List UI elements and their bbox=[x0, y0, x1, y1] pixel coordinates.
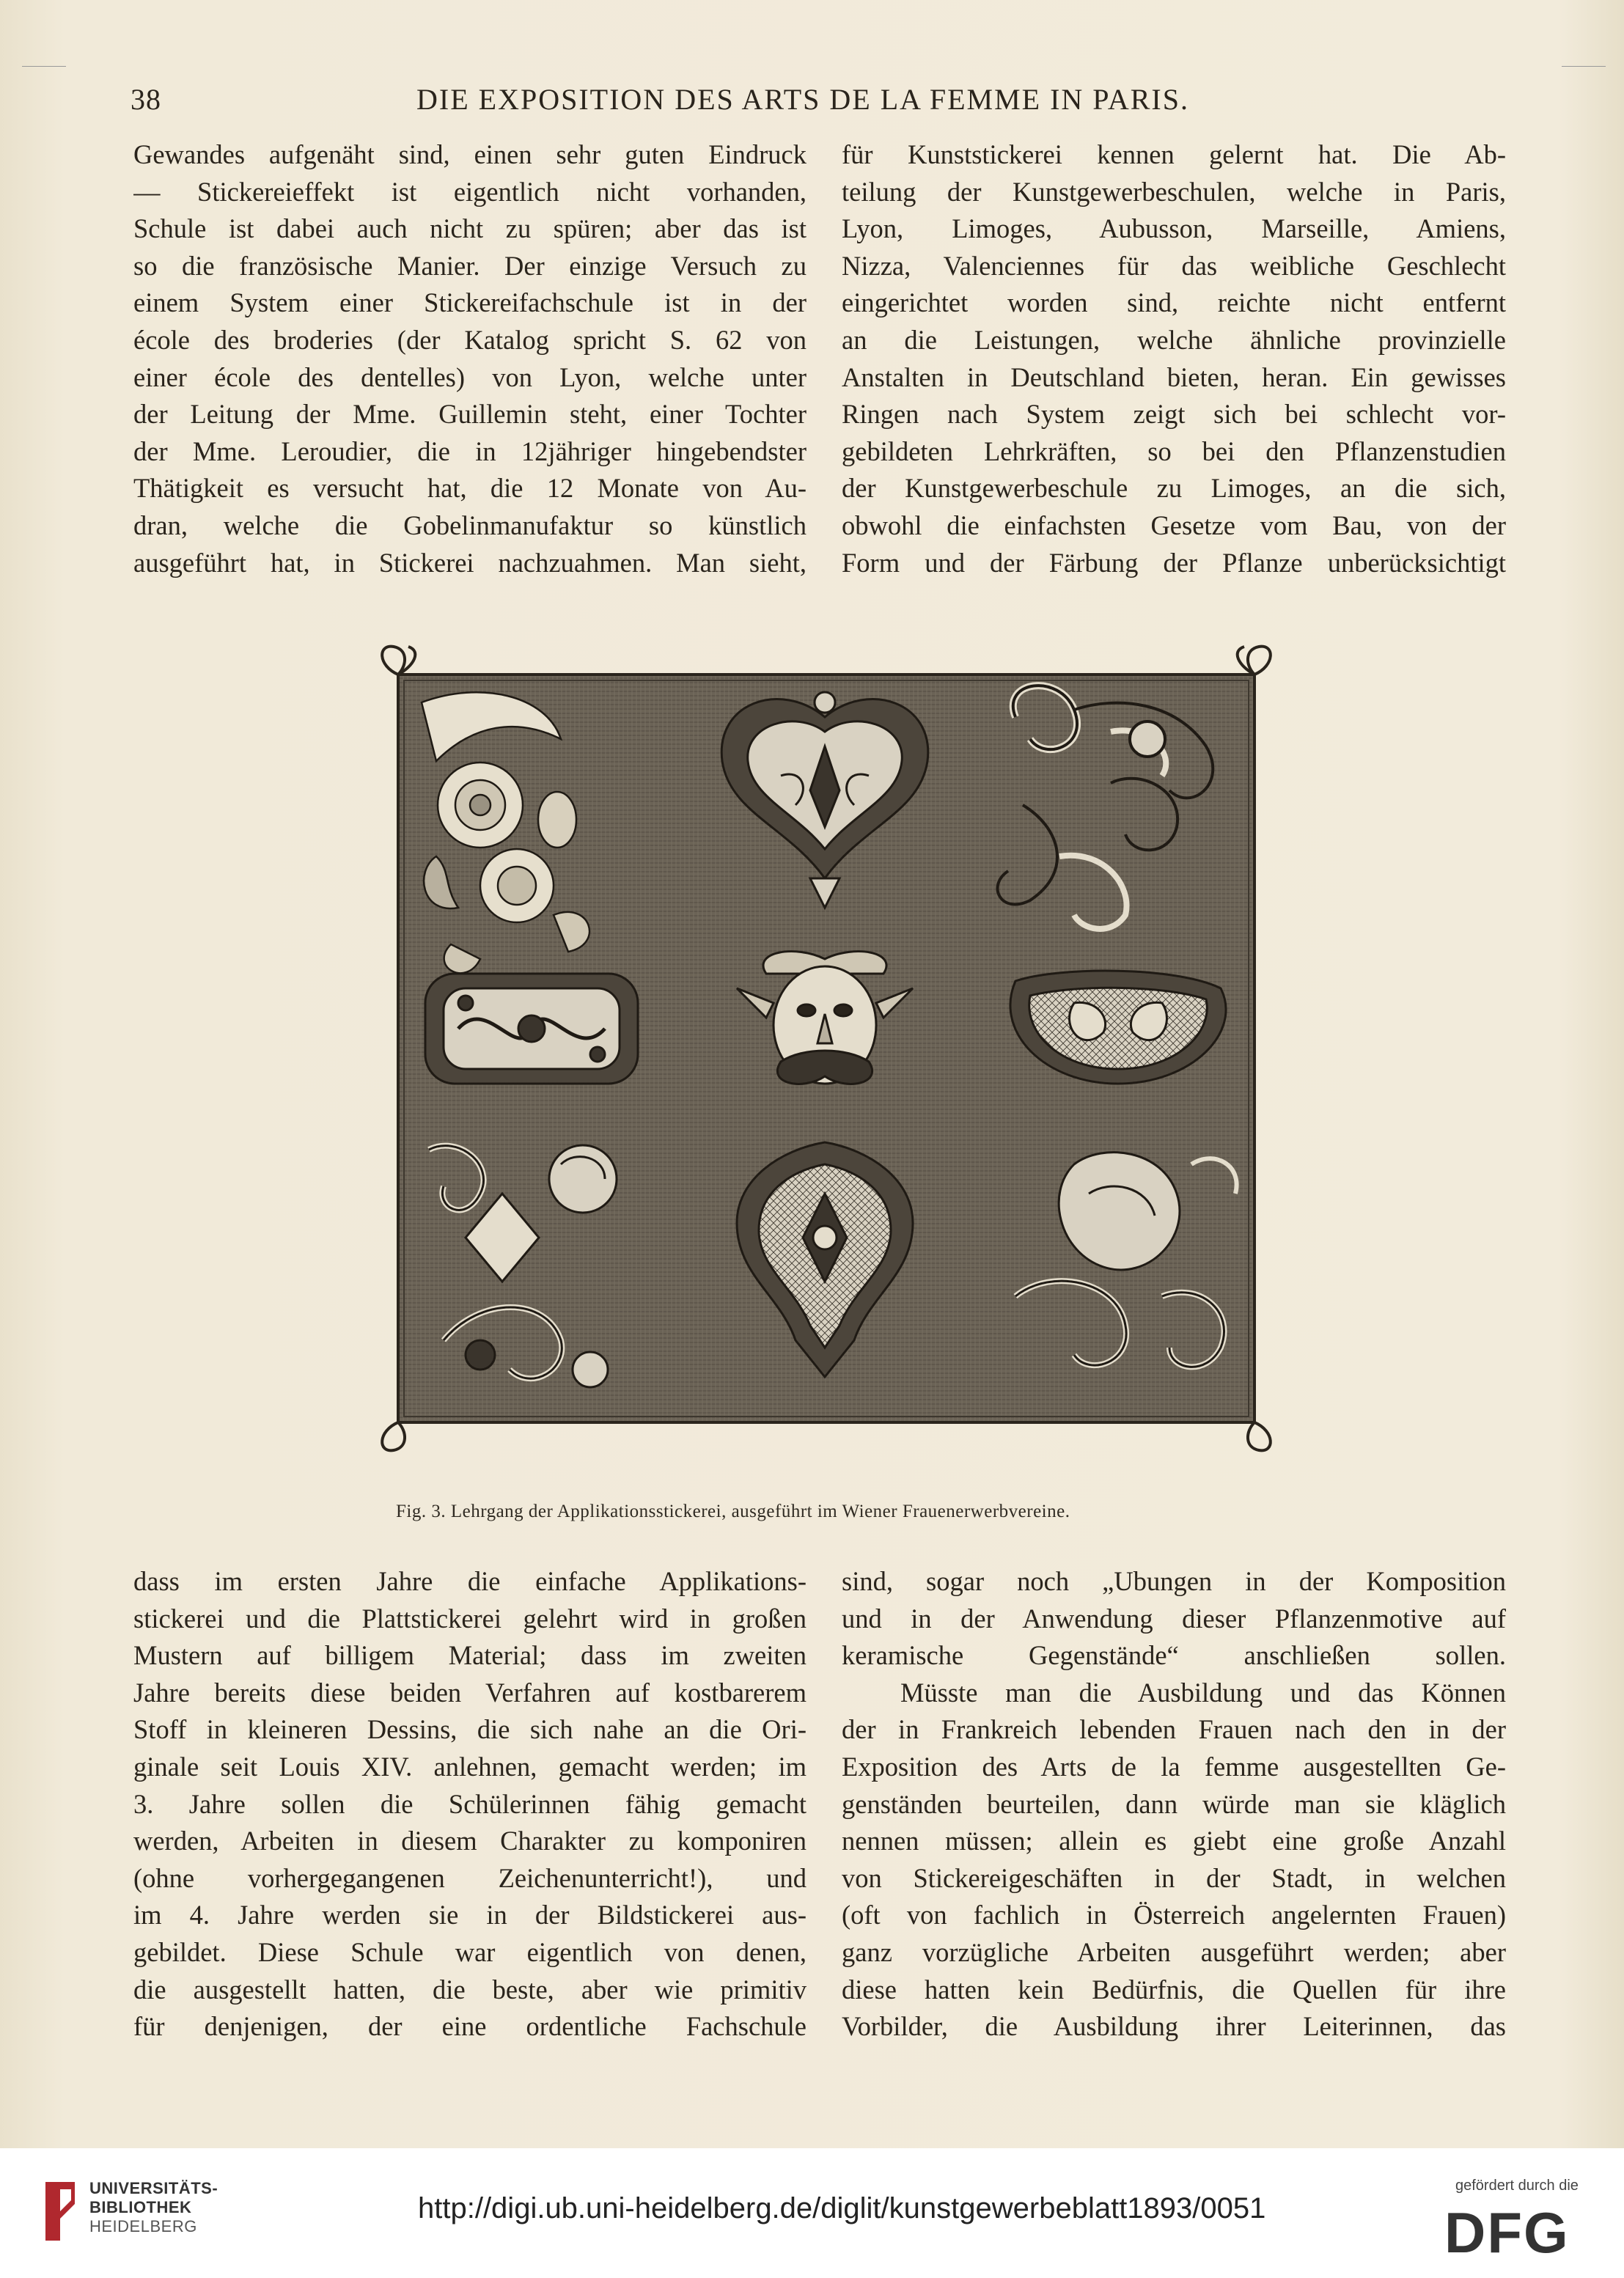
text-line: Ringen nach System zeigt sich bei schlecht vor- bbox=[842, 399, 1506, 430]
page-number: 38 bbox=[131, 83, 161, 116]
text-line: diese hatten kein Bedürfnis, die Quellen für ihre bbox=[842, 1974, 1506, 2005]
text-line: der Leitung der Mme. Guillemin steht, einer Tochter bbox=[133, 399, 807, 430]
text-line: gebildeten Lehrkräften, so bei den Pflanzenstudien bbox=[842, 436, 1506, 466]
text-line: école des broderies (der Katalog spricht S. 62 von bbox=[133, 324, 807, 355]
library-name-line: HEIDELBERG bbox=[89, 2217, 197, 2235]
text-line: der in Frankreich lebenden Frauen nach den in der bbox=[842, 1714, 1506, 1745]
text-line: Nizza, Valenciennes für das weibliche Geschlecht bbox=[842, 250, 1506, 281]
text-line: im 4. Jahre werden sie in der Bildstickerei aus- bbox=[133, 1900, 807, 1930]
text-line: so die französische Manier. Der einzige Versuch zu bbox=[133, 250, 807, 281]
text-column-top-left bbox=[133, 136, 807, 581]
text-line: Jahre bereits diese beiden Verfahren auf kostbarerem bbox=[133, 1677, 807, 1708]
library-name-line: UNIVERSITÄTS- bbox=[89, 2179, 218, 2197]
text-line: Stoff in kleineren Dessins, die sich nahe an die Ori- bbox=[133, 1714, 807, 1745]
text-line: an die Leistungen, welche ähnliche provinzielle bbox=[842, 324, 1506, 355]
text-line: Lyon, Limoges, Aubusson, Marseille, Amiens, bbox=[842, 213, 1506, 244]
library-name-line: BIBLIOTHEK bbox=[89, 2198, 192, 2216]
text-line: Form und der Färbung der Pflanze unberücksichtigt bbox=[842, 547, 1506, 578]
text-line: ausgeführt hat, in Stickerei nachzuahmen. Man sieht, bbox=[133, 547, 807, 578]
text-line: Müsste man die Ausbildung und das Können bbox=[900, 1677, 1506, 1708]
text-line: — Stickereieffekt ist eigentlich nicht vorhanden, bbox=[133, 176, 807, 207]
text-line: (oft von fachlich in Österreich angelernten Frauen) bbox=[842, 1900, 1506, 1930]
library-name bbox=[89, 2179, 218, 2236]
text-line: genständen beurteilen, dann würde man sie kläglich bbox=[842, 1788, 1506, 1819]
text-line: Schule ist dabei auch nicht zu spüren; aber das ist bbox=[133, 213, 807, 244]
text-line: Exposition des Arts de la femme ausgestellten Ge- bbox=[842, 1751, 1506, 1782]
text-line: und in der Anwendung dieser Pflanzenmotive auf bbox=[842, 1603, 1506, 1634]
text-line: Thätigkeit es versucht hat, die 12 Monate von Au- bbox=[133, 473, 807, 504]
text-line: sind, sogar noch „Ubungen in der Komposition bbox=[842, 1566, 1506, 1596]
figure-caption: Fig. 3. Lehrgang der Applikationsstickerei, ausgeführt im Wiener Frauenerwerbvereine. bbox=[396, 1502, 1070, 1521]
text-line: ginale seit Louis XIV. anlehnen, gemacht werden; im bbox=[133, 1751, 807, 1782]
text-line: einem System einer Stickereifachschule ist in der bbox=[133, 287, 807, 318]
text-column-top-right bbox=[842, 136, 1506, 581]
text-line: gebildet. Diese Schule war eigentlich von denen, bbox=[133, 1936, 807, 1967]
library-logo-icon bbox=[38, 2175, 82, 2248]
text-line: für denjenigen, der eine ordentliche Fachschule bbox=[133, 2011, 807, 2042]
text-line: einer école des dentelles) von Lyon, welche unter bbox=[133, 361, 807, 392]
text-line: 3. Jahre sollen die Schülerinnen fähig gemacht bbox=[133, 1788, 807, 1819]
text-line: der Kunstgewerbeschule zu Limoges, an die sich, bbox=[842, 473, 1506, 504]
text-column-bottom-left bbox=[133, 1563, 807, 2046]
cartouche-motif bbox=[425, 974, 638, 1084]
text-line: ganz vorzügliche Arbeiten ausgeführt werden; aber bbox=[842, 1936, 1506, 1967]
text-line: für Kunststickerei kennen gelernt hat. Die Ab- bbox=[842, 139, 1506, 169]
text-line: der Mme. Leroudier, die in 12jähriger hingebendster bbox=[133, 436, 807, 466]
page-header bbox=[131, 82, 1524, 126]
running-title: DIE EXPOSITION DES ARTS DE LA FEMME IN PARIS. bbox=[416, 83, 1189, 116]
permalink-url[interactable]: http://digi.ub.uni-heidelberg.de/diglit/kunstgewerbeblatt1893/0051 bbox=[418, 2192, 1266, 2224]
text-line: Mustern auf billigem Material; dass im zweiten bbox=[133, 1640, 807, 1671]
text-line: obwohl die einfachsten Gesetze vom Bau, von der bbox=[842, 510, 1506, 540]
crop-mark bbox=[22, 66, 66, 67]
dfg-logo: DFG bbox=[1444, 2200, 1570, 2265]
text-line: werden, Arbeiten in diesem Charakter zu komponiren bbox=[133, 1826, 807, 1856]
text-line: dran, welche die Gobelinmanufaktur so künstlich bbox=[133, 510, 807, 540]
text-line: eingerichtet worden sind, reichte nicht entfernt bbox=[842, 287, 1506, 318]
digitization-footer bbox=[0, 2148, 1624, 2278]
text-line: Gewandes aufgenäht sind, einen sehr guten Eindruck bbox=[133, 139, 807, 169]
text-line: die ausgestellt hatten, die beste, aber wie primitiv bbox=[133, 1974, 807, 2005]
text-line: stickerei und die Plattstickerei gelehrt wird in großen bbox=[133, 1603, 807, 1634]
text-line: dass im ersten Jahre die einfache Applikations- bbox=[133, 1566, 807, 1596]
text-line: von Stickereigeschäften in der Stadt, in welchen bbox=[842, 1862, 1506, 1893]
crop-mark bbox=[1562, 66, 1606, 67]
sponsor-text: gefördert durch die bbox=[1455, 2178, 1579, 2194]
text-line: keramische Gegenstände“ anschließen sollen. bbox=[842, 1640, 1506, 1671]
text-line: (ohne vorhergegangenen Zeichenunterricht!), und bbox=[133, 1862, 807, 1893]
text-line: teilung der Kunstgewerbeschulen, welche in Paris, bbox=[842, 176, 1506, 207]
embroidery-sampler-illustration bbox=[370, 636, 1283, 1465]
text-column-bottom-right bbox=[842, 1563, 1506, 2046]
text-line: Vorbilder, die Ausbildung ihrer Leiterinnen, das bbox=[842, 2011, 1506, 2042]
text-line: nennen müssen; allein es giebt eine große Anzahl bbox=[842, 1826, 1506, 1856]
text-line: Anstalten in Deutschland bieten, heran. Ein gewisses bbox=[842, 361, 1506, 392]
